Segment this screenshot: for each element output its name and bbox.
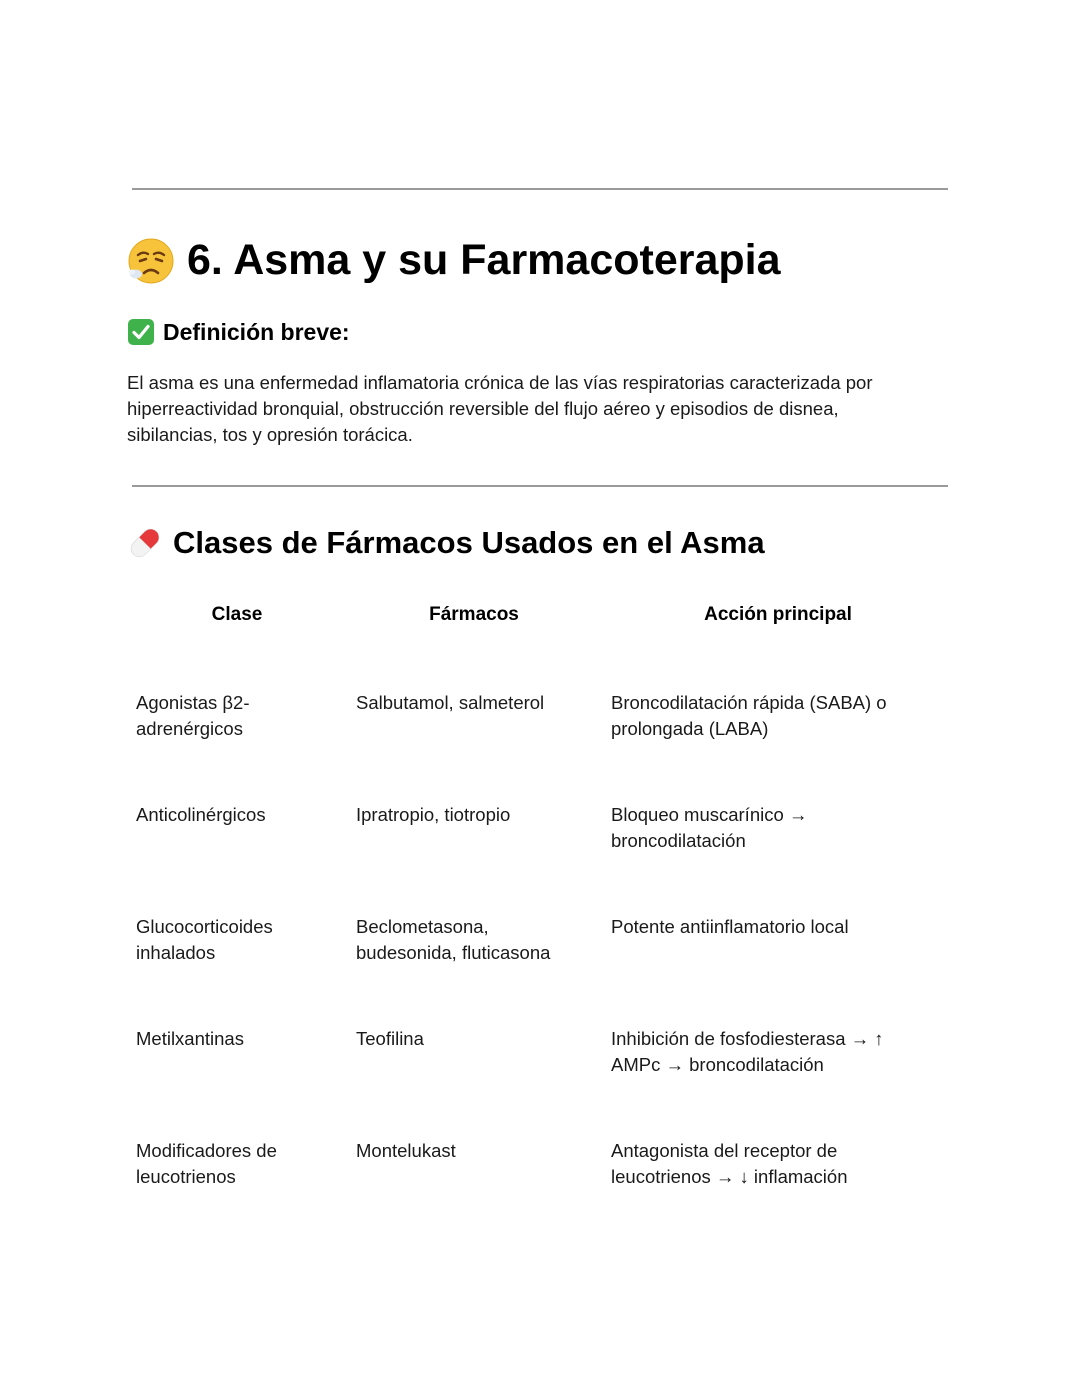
table-cell-clase: Modificadores de leucotrienos [136, 1140, 277, 1187]
table-cell-accion: Antagonista del receptor de leucotrienos → ↓ inflamación [611, 1140, 848, 1187]
table-header-accion: Acción principal [704, 604, 852, 625]
top-divider [132, 188, 948, 190]
table-row [127, 802, 927, 902]
table-cell-farmacos: Teofilina [356, 1028, 424, 1049]
table-cell-farmacos: Beclometasona, budesonida, fluticasona [356, 916, 551, 963]
table-cell-clase: Glucocorticoides inhalados [136, 916, 273, 963]
table-cell-farmacos: Ipratropio, tiotropio [356, 804, 511, 825]
table-header-clase: Clase [211, 604, 263, 625]
table-cell-farmacos: Montelukast [356, 1140, 456, 1161]
table-cell-clase: Metilxantinas [136, 1028, 244, 1049]
table-cell-accion: Potente antiinflamatorio local [611, 916, 849, 937]
pill-icon [127, 525, 163, 561]
table-cell-accion: Broncodilatación rápida (SABA) o prolongada (LABA) [611, 692, 887, 739]
definition-paragraph: El asma es una enfermedad inflamatoria crónica de las vías respiratorias caracterizada por hiperreactividad bronquial, obstrucción reversible del flujo aéreo y episodios de disnea, sibilancias, tos y opresión torácica. [127, 372, 873, 445]
table-cell-clase: Anticolinérgicos [136, 804, 266, 825]
middle-divider [132, 485, 948, 487]
definition-heading-text: Definición breve: [163, 318, 350, 345]
table-header-farmacos: Fármacos [429, 604, 519, 625]
check-mark-icon [127, 318, 155, 346]
table-row [127, 1138, 927, 1238]
drug-classes-title [127, 525, 765, 561]
table-row [127, 690, 927, 790]
table-cell-accion: Bloqueo muscarínico → broncodilatación [611, 804, 808, 851]
definition-heading [127, 318, 350, 346]
table-cell-farmacos: Salbutamol, salmeterol [356, 692, 545, 713]
table-cell-accion: Inhibición de fosfodiesterasa → ↑ AMPc → broncodilatación [611, 1028, 884, 1075]
table-cell-clase: Agonistas β2-adrenérgicos [136, 692, 250, 739]
table-row [127, 914, 927, 1014]
drug-classes-title-text: Clases de Fármacos Usados en el Asma [173, 525, 765, 560]
section-title [127, 236, 781, 285]
tired-face-icon [127, 237, 175, 285]
table-row [127, 1026, 927, 1126]
section-title-text: 6. Asma y su Farmacoterapia [187, 236, 781, 284]
